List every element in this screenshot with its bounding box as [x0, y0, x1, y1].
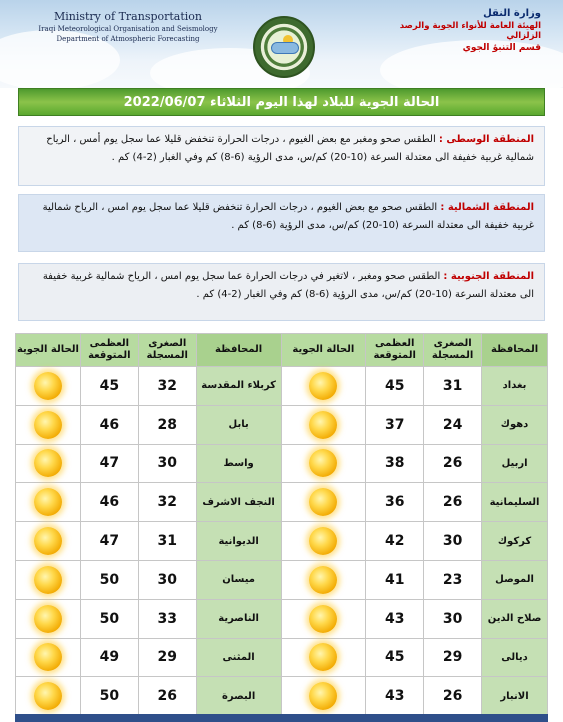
max-temp-cell: 50: [80, 560, 138, 599]
table-row: [16, 560, 548, 599]
sun-icon: [309, 566, 337, 594]
governorate-cell: ديالى: [482, 638, 548, 677]
min-temp-cell: 23: [424, 560, 482, 599]
governorate-cell: بابل: [196, 405, 281, 444]
max-temp-cell: 49: [80, 638, 138, 677]
sun-icon: [309, 488, 337, 516]
header-min-recorded: الصغرى المسجلة: [138, 334, 196, 367]
table-row: [16, 522, 548, 561]
forecast-table: [15, 333, 548, 716]
ministry-name-en: Ministry of Transportation: [53, 10, 203, 23]
header-weather-state: الحالة الجوية: [281, 334, 366, 367]
region-name: المنطقة الوسطى :: [438, 134, 534, 145]
governorate-cell: بغداد: [482, 367, 548, 406]
sun-icon: [34, 643, 62, 671]
table-row: [16, 405, 548, 444]
region-name: المنطقة الجنوبية :: [443, 271, 534, 282]
weather-state-cell: [281, 483, 366, 522]
weather-state-cell: [281, 367, 366, 406]
governorate-cell: اربيل: [482, 444, 548, 483]
header-min-recorded: الصغرى المسجلة: [424, 334, 482, 367]
sun-icon: [309, 372, 337, 400]
table-header-row: [16, 334, 548, 367]
sun-icon: [309, 605, 337, 633]
max-temp-cell: 50: [80, 677, 138, 716]
governorate-cell: ميسان: [196, 560, 281, 599]
sun-icon: [34, 372, 62, 400]
max-temp-cell: 43: [366, 677, 424, 716]
ministry-name-ar: وزارة النقل: [483, 8, 541, 19]
region-central: [18, 126, 545, 186]
weather-state-cell: [281, 599, 366, 638]
min-temp-cell: 26: [424, 677, 482, 716]
max-temp-cell: 47: [80, 444, 138, 483]
governorate-cell: المثنى: [196, 638, 281, 677]
max-temp-cell: 47: [80, 522, 138, 561]
weather-state-cell: [16, 522, 81, 561]
region-southern: [18, 263, 545, 321]
sun-icon: [34, 527, 62, 555]
weather-state-cell: [16, 444, 81, 483]
sun-icon: [309, 682, 337, 710]
header-english: [28, 10, 228, 43]
weather-state-cell: [281, 444, 366, 483]
min-temp-cell: 33: [138, 599, 196, 638]
min-temp-cell: 29: [424, 638, 482, 677]
governorate-cell: واسط: [196, 444, 281, 483]
max-temp-cell: 50: [80, 599, 138, 638]
header-governorate: المحافظة: [482, 334, 548, 367]
table-row: [16, 677, 548, 716]
table-row: [16, 367, 548, 406]
weather-state-cell: [16, 677, 81, 716]
header-arabic: [371, 8, 541, 53]
region-forecast-text: الطقس صحو ومغبر ، لاتغير في درجات الحرارة عما سجل يوم امس ، الرياح شمالية غربية خفيفة الى معتدلة السرعة (10-20) كم/س، مدى الرؤية (6-8) كم وفي الغبار (2-4) كم .: [42, 271, 534, 300]
max-temp-cell: 42: [366, 522, 424, 561]
weather-state-cell: [281, 560, 366, 599]
min-temp-cell: 26: [424, 483, 482, 522]
page-title: الحالة الجوية للبلاد لهذا اليوم الثلاثاء 2022/06/07: [18, 88, 545, 116]
min-temp-cell: 29: [138, 638, 196, 677]
table-row: [16, 638, 548, 677]
governorate-cell: الناصرية: [196, 599, 281, 638]
region-forecast-text: الطقس صحو ومغبر مع بعض الغيوم ، درجات الحرارة تنخفض قليلا عما سجل يوم أمس ، الرياح شمالية غربية خفيفة الى معتدلة السرعة (10-20) كم/س، مدى الرؤية (6-8) كم وفي الغبار (2-4) كم .: [46, 134, 534, 163]
min-temp-cell: 26: [138, 677, 196, 716]
sun-icon: [34, 682, 62, 710]
min-temp-cell: 31: [138, 522, 196, 561]
weather-state-cell: [281, 522, 366, 561]
footer-bar: [15, 714, 548, 722]
sun-icon: [34, 411, 62, 439]
department-name-en: Department of Atmospheric Forecasting: [56, 35, 200, 43]
department-name-ar: قسم التنبؤ الجوي: [462, 43, 541, 53]
min-temp-cell: 30: [138, 444, 196, 483]
min-temp-cell: 30: [424, 522, 482, 561]
max-temp-cell: 37: [366, 405, 424, 444]
governorate-cell: كركوك: [482, 522, 548, 561]
table-row: [16, 599, 548, 638]
weather-state-cell: [16, 599, 81, 638]
header-max-expected: العظمى المتوقعة: [366, 334, 424, 367]
weather-state-cell: [281, 677, 366, 716]
sun-icon: [34, 488, 62, 516]
max-temp-cell: 38: [366, 444, 424, 483]
governorate-cell: السليمانية: [482, 483, 548, 522]
max-temp-cell: 46: [80, 405, 138, 444]
organization-logo: [253, 16, 315, 78]
sun-icon: [34, 566, 62, 594]
governorate-cell: دهوك: [482, 405, 548, 444]
table-row: [16, 444, 548, 483]
governorate-cell: البصرة: [196, 677, 281, 716]
page-header: [0, 0, 563, 88]
weather-state-cell: [16, 638, 81, 677]
sun-icon: [309, 643, 337, 671]
sun-icon: [309, 411, 337, 439]
weather-state-cell: [16, 560, 81, 599]
logo-cloud-icon: [271, 42, 299, 54]
min-temp-cell: 30: [138, 560, 196, 599]
weather-state-cell: [281, 638, 366, 677]
sun-icon: [309, 449, 337, 477]
min-temp-cell: 28: [138, 405, 196, 444]
min-temp-cell: 32: [138, 483, 196, 522]
max-temp-cell: 46: [80, 483, 138, 522]
region-name: المنطقة الشمالية :: [440, 202, 534, 213]
governorate-cell: الديوانية: [196, 522, 281, 561]
governorate-cell: الموصل: [482, 560, 548, 599]
governorate-cell: الانبار: [482, 677, 548, 716]
min-temp-cell: 26: [424, 444, 482, 483]
weather-state-cell: [16, 367, 81, 406]
organization-name-ar: الهيئة العامة للأنواء الجوية والرصد الزلزالي: [399, 21, 541, 41]
min-temp-cell: 24: [424, 405, 482, 444]
max-temp-cell: 45: [80, 367, 138, 406]
governorate-cell: كربلاء المقدسة: [196, 367, 281, 406]
region-forecast-text: الطقس صحو مع بعض الغيوم ، درجات الحرارة تنخفض قليلا عما سجل يوم امس ، الرياح شمالية غربية خفيفة الى معتدلة السرعة (10-20) كم/س، مدى الرؤية (6-8) كم .: [42, 202, 534, 231]
governorate-cell: صلاح الدين: [482, 599, 548, 638]
max-temp-cell: 41: [366, 560, 424, 599]
header-weather-state: الحالة الجوية: [16, 334, 81, 367]
max-temp-cell: 45: [366, 638, 424, 677]
min-temp-cell: 30: [424, 599, 482, 638]
min-temp-cell: 31: [424, 367, 482, 406]
sun-icon: [34, 449, 62, 477]
weather-state-cell: [281, 405, 366, 444]
max-temp-cell: 36: [366, 483, 424, 522]
weather-state-cell: [16, 483, 81, 522]
table-row: [16, 483, 548, 522]
sun-icon: [309, 527, 337, 555]
organization-name-en: Iraqi Meteorological Organisation and Seismology: [38, 25, 218, 33]
weather-state-cell: [16, 405, 81, 444]
min-temp-cell: 32: [138, 367, 196, 406]
max-temp-cell: 43: [366, 599, 424, 638]
governorate-cell: النجف الاشرف: [196, 483, 281, 522]
sun-icon: [34, 605, 62, 633]
header-governorate: المحافظة: [196, 334, 281, 367]
header-max-expected: العظمى المتوقعة: [80, 334, 138, 367]
region-northern: [18, 194, 545, 252]
max-temp-cell: 45: [366, 367, 424, 406]
